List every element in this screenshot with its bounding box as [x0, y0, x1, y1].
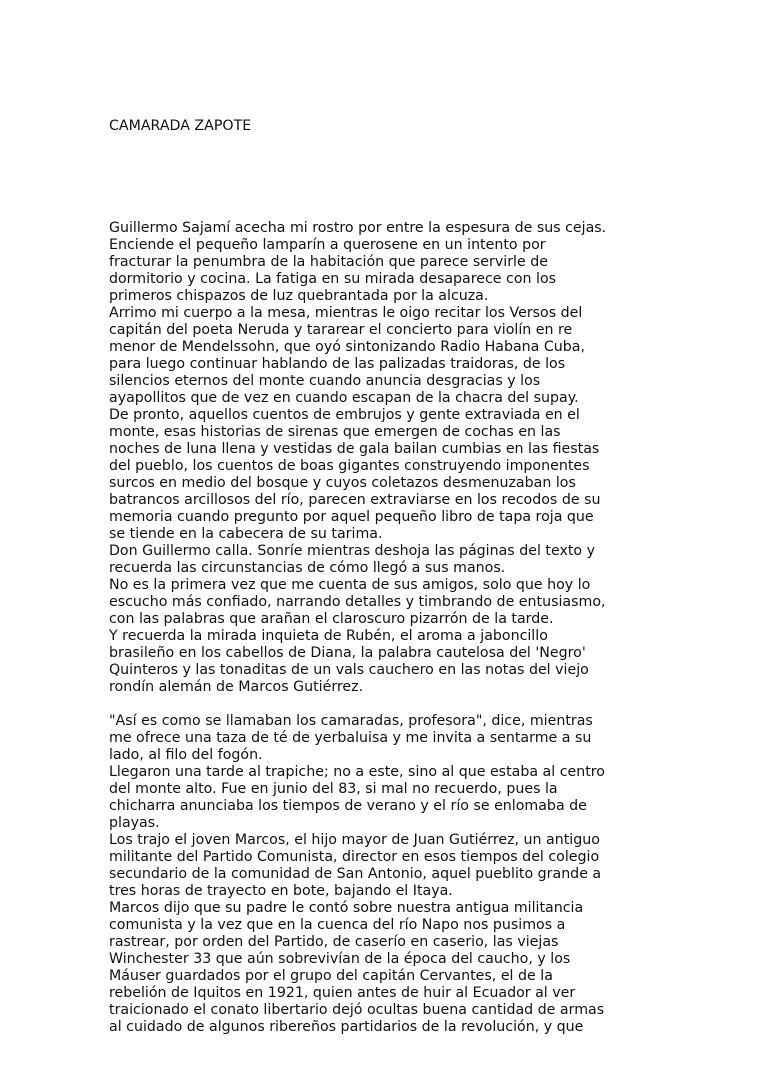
text-line: rondín alemán de Marcos Gutiérrez.	[109, 679, 364, 695]
text-line: traicionado el conato libertario dejó ocultas buena cantidad de armas	[109, 1002, 605, 1018]
text-line: No es la primera vez que me cuenta de sus amigos, solo que hoy lo	[109, 577, 591, 593]
text-line: me ofrece una taza de té de yerbaluisa y me invita a sentarme a su	[109, 730, 592, 746]
text-line: con las palabras que arañan el claroscuro pizarrón de la tarde.	[109, 611, 554, 627]
text-line: monte, esas historias de sirenas que emergen de cochas en las	[109, 424, 561, 440]
text-line: De pronto, aquellos cuentos de embrujos y gente extraviada en el	[109, 407, 580, 423]
text-line: noches de luna llena y vestidas de gala bailan cumbias en las fiestas	[109, 441, 600, 457]
text-line: chicharra anunciaba los tiempos de verano y el río se enlomaba de	[109, 798, 587, 814]
text-line: militante del Partido Comunista, director en esos tiempos del colegio	[109, 849, 600, 865]
text-line: fracturar la penumbra de la habitación que parece servirle de	[109, 254, 548, 270]
text-line: comunista y la vez que en la cuenca del río Napo nos pusimos a	[109, 917, 566, 933]
text-line: escucho más confiado, narrando detalles y timbrando de entusiasmo,	[109, 594, 606, 610]
text-line: capitán del poeta Neruda y tararear el concierto para violín en re	[109, 322, 573, 338]
text-line: al cuidado de algunos ribereños partidarios de la revolución, y que	[109, 1019, 584, 1035]
text-line: rebelión de Iquitos en 1921, quien antes de huir al Ecuador al ver	[109, 985, 576, 1001]
text-line: Guillermo Sajamí acecha mi rostro por entre la espesura de sus cejas.	[109, 220, 607, 236]
text-line: surcos en medio del bosque y cuyos coletazos desmenuzaban los	[109, 475, 576, 491]
document-title: CAMARADA ZAPOTE	[109, 118, 252, 134]
blank-line	[109, 169, 669, 186]
text-line: Arrimo mi cuerpo a la mesa, mientras le oigo recitar los Versos del	[109, 305, 583, 321]
text-line: Y recuerda la mirada inquieta de Rubén, el aroma a jaboncillo	[109, 628, 548, 644]
text-line: Don Guillermo calla. Sonríe mientras deshoja las páginas del texto y	[109, 543, 595, 559]
text-line: Marcos dijo que su padre le contó sobre nuestra antigua militancia	[109, 900, 584, 916]
text-line: Máuser guardados por el grupo del capitán Cervantes, el de la	[109, 968, 553, 984]
text-line: silencios eternos del monte cuando anuncia desgracias y los	[109, 373, 541, 389]
document-body	[109, 84, 669, 1070]
text-line: dormitorio y cocina. La fatiga en su mirada desaparece con los	[109, 271, 557, 287]
text-line: Quinteros y las tonaditas de un vals cauchero en las notas del viejo	[109, 662, 589, 678]
text-line: primeros chispazos de luz quebrantada por la alcuza.	[109, 288, 489, 304]
text-line: se tiende en la cabecera de su tarima.	[109, 526, 383, 542]
text-line: del monte alto. Fue en junio del 83, si mal no recuerdo, pues la	[109, 781, 558, 797]
text-line: menor de Mendelssohn, que oyó sintonizando Radio Habana Cuba,	[109, 339, 585, 355]
text-line: rastrear, por orden del Partido, de caserío en caserio, las viejas	[109, 934, 559, 950]
paragraph-lines	[109, 220, 669, 1036]
text-line	[109, 696, 669, 713]
text-line: memoria cuando pregunto por aquel pequeño libro de tapa roja que	[109, 509, 594, 525]
text-line: del pueblo, los cuentos de boas gigantes construyendo imponentes	[109, 458, 590, 474]
text-line: secundario de la comunidad de San Antonio, aquel pueblito grande a	[109, 866, 602, 882]
text-line: Llegaron una tarde al trapiche; no a este, sino al que estaba al centro	[109, 764, 605, 780]
text-line: Los trajo el joven Marcos, el hijo mayor de Juan Gutiérrez, un antiguo	[109, 832, 600, 848]
text-line: lado, al filo del fogón.	[109, 747, 263, 763]
text-line: tres horas de trayecto en bote, bajando el Itaya.	[109, 883, 453, 899]
text-line: recuerda las circunstancias de cómo llegó a sus manos.	[109, 560, 506, 576]
text-line: para luego continuar hablando de las palizadas traidoras, de los	[109, 356, 566, 372]
text-line: batrancos arcillosos del río, parecen extraviarse en los recodos de su	[109, 492, 601, 508]
text-line: Enciende el pequeño lamparín a querosene en un intento por	[109, 237, 546, 253]
text-line: playas.	[109, 815, 160, 831]
text-line: Winchester 33 que aún sobrevivían de la época del caucho, y los	[109, 951, 571, 967]
text-line: brasileño en los cabellos de Diana, la palabra cautelosa del 'Negro'	[109, 645, 586, 661]
text-line: "Así es como se llamaban los camaradas, profesora", dice, mientras	[109, 713, 593, 729]
text-line: ayapollitos que de vez en cuando escapan de la chacra del supay.	[109, 390, 579, 406]
